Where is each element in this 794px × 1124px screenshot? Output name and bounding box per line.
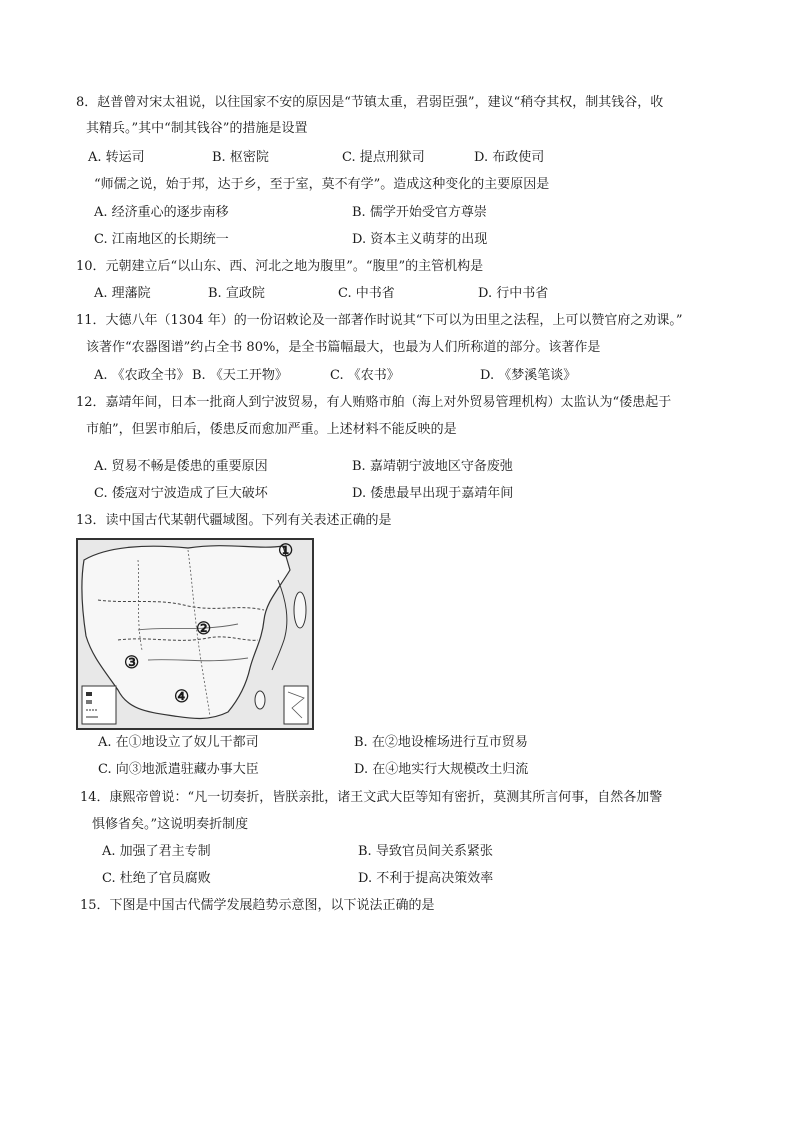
- q14-option-d: D. 不利于提高决策效率: [358, 871, 494, 886]
- q9-option-b: B. 儒学开始受官方尊崇: [352, 205, 487, 220]
- q13-stem-line1: 13．读中国古代某朝代疆域图。下列有关表述正确的是: [76, 513, 392, 528]
- q8-stem-line1: 8．赵普曾对宋太祖说，以往国家不安的原因是“节镇太重，君弱臣强”，建议“稍夺其权，制其钱谷，收: [76, 95, 664, 110]
- q9-option-d: D. 资本主义萌芽的出现: [352, 232, 488, 247]
- q11-option-c: C. 《农书》: [330, 368, 400, 383]
- q8-option-c: C. 提点刑狱司: [342, 150, 425, 165]
- q11-option-d: D. 《梦溪笔谈》: [480, 368, 577, 383]
- q9-stem-line1: “师儒之说，始于邦，达于乡，至于室，莫不有学”。造成这种变化的主要原因是: [94, 177, 550, 192]
- q10-option-a: A. 理藩院: [94, 286, 151, 301]
- q8-option-a: A. 转运司: [88, 150, 145, 165]
- q10-option-c: C. 中书省: [338, 286, 395, 301]
- q12-stem-line2: 市舶”，但罢市舶后，倭患反而愈加严重。上述材料不能反映的是: [86, 422, 457, 437]
- q14-option-b: B. 导致官员间关系紧张: [358, 844, 493, 859]
- q11-stem-line2: 该著作“农器图谱”约占全书 80%，是全书篇幅最大，也最为人们所称道的部分。该著作是: [86, 340, 601, 355]
- q12-option-d: D. 倭患最早出现于嘉靖年间: [352, 486, 514, 501]
- q12-option-c: C. 倭寇对宁波造成了巨大破坏: [94, 486, 268, 501]
- q8-stem-line2: 其精兵。”其中“制其钱谷”的措施是设置: [86, 121, 308, 136]
- q10-option-d: D. 行中书省: [478, 286, 549, 301]
- q9-option-a: A. 经济重心的逐步南移: [94, 205, 229, 220]
- q12-option-b: B. 嘉靖朝宁波地区守备废弛: [352, 459, 513, 474]
- q14-stem-line1: 14．康熙帝曾说：“凡一切奏折，皆朕亲批，诸王文武大臣等知有密折，莫测其所言何事，自然各加警: [80, 790, 663, 805]
- map-marker-1: ①: [278, 541, 294, 561]
- q13-option-d: D. 在④地实行大规模改土归流: [354, 762, 529, 777]
- q8-option-b: B. 枢密院: [212, 150, 269, 165]
- q15-stem-line1: 15．下图是中国古代儒学发展趋势示意图，以下说法正确的是: [80, 898, 435, 913]
- q11-stem-line1: 11．大德八年（1304 年）的一份诏敕论及一部著作时说其“下可以为田里之法程，上可以赞官府之劝课。”: [76, 313, 683, 328]
- q14-stem-line2: 惧修省矣。”这说明奏折制度: [92, 817, 249, 832]
- map-marker-3: ③: [124, 653, 140, 673]
- q11-option-b: B. 《天工开物》: [192, 368, 288, 383]
- q14-option-c: C. 杜绝了官员腐败: [102, 871, 211, 886]
- territory-map-drawing: [78, 540, 312, 728]
- q10-option-b: B. 宣政院: [208, 286, 265, 301]
- q8-option-d: D. 布政使司: [474, 150, 545, 165]
- q14-option-a: A. 加强了君主专制: [102, 844, 211, 859]
- q10-stem-line1: 10．元朝建立后“以山东、西、河北之地为腹里”。“腹里”的主管机构是: [76, 259, 484, 274]
- q9-option-c: C. 江南地区的长期统一: [94, 232, 229, 247]
- q12-option-a: A. 贸易不畅是倭患的重要原因: [94, 459, 268, 474]
- q13-option-b: B. 在②地设榷场进行互市贸易: [354, 735, 528, 750]
- territory-map: [76, 538, 314, 730]
- q12-stem-line1: 12．嘉靖年间，日本一批商人到宁波贸易，有人贿赂市舶（海上对外贸易管理机构）太监认为“倭患起于: [76, 395, 672, 410]
- q13-option-a: A. 在①地设立了奴儿干都司: [98, 735, 259, 750]
- map-marker-4: ④: [174, 687, 190, 707]
- q13-option-c: C. 向③地派遣驻藏办事大臣: [98, 762, 259, 777]
- map-marker-2: ②: [196, 619, 212, 639]
- q11-option-a: A. 《农政全书》: [94, 368, 190, 383]
